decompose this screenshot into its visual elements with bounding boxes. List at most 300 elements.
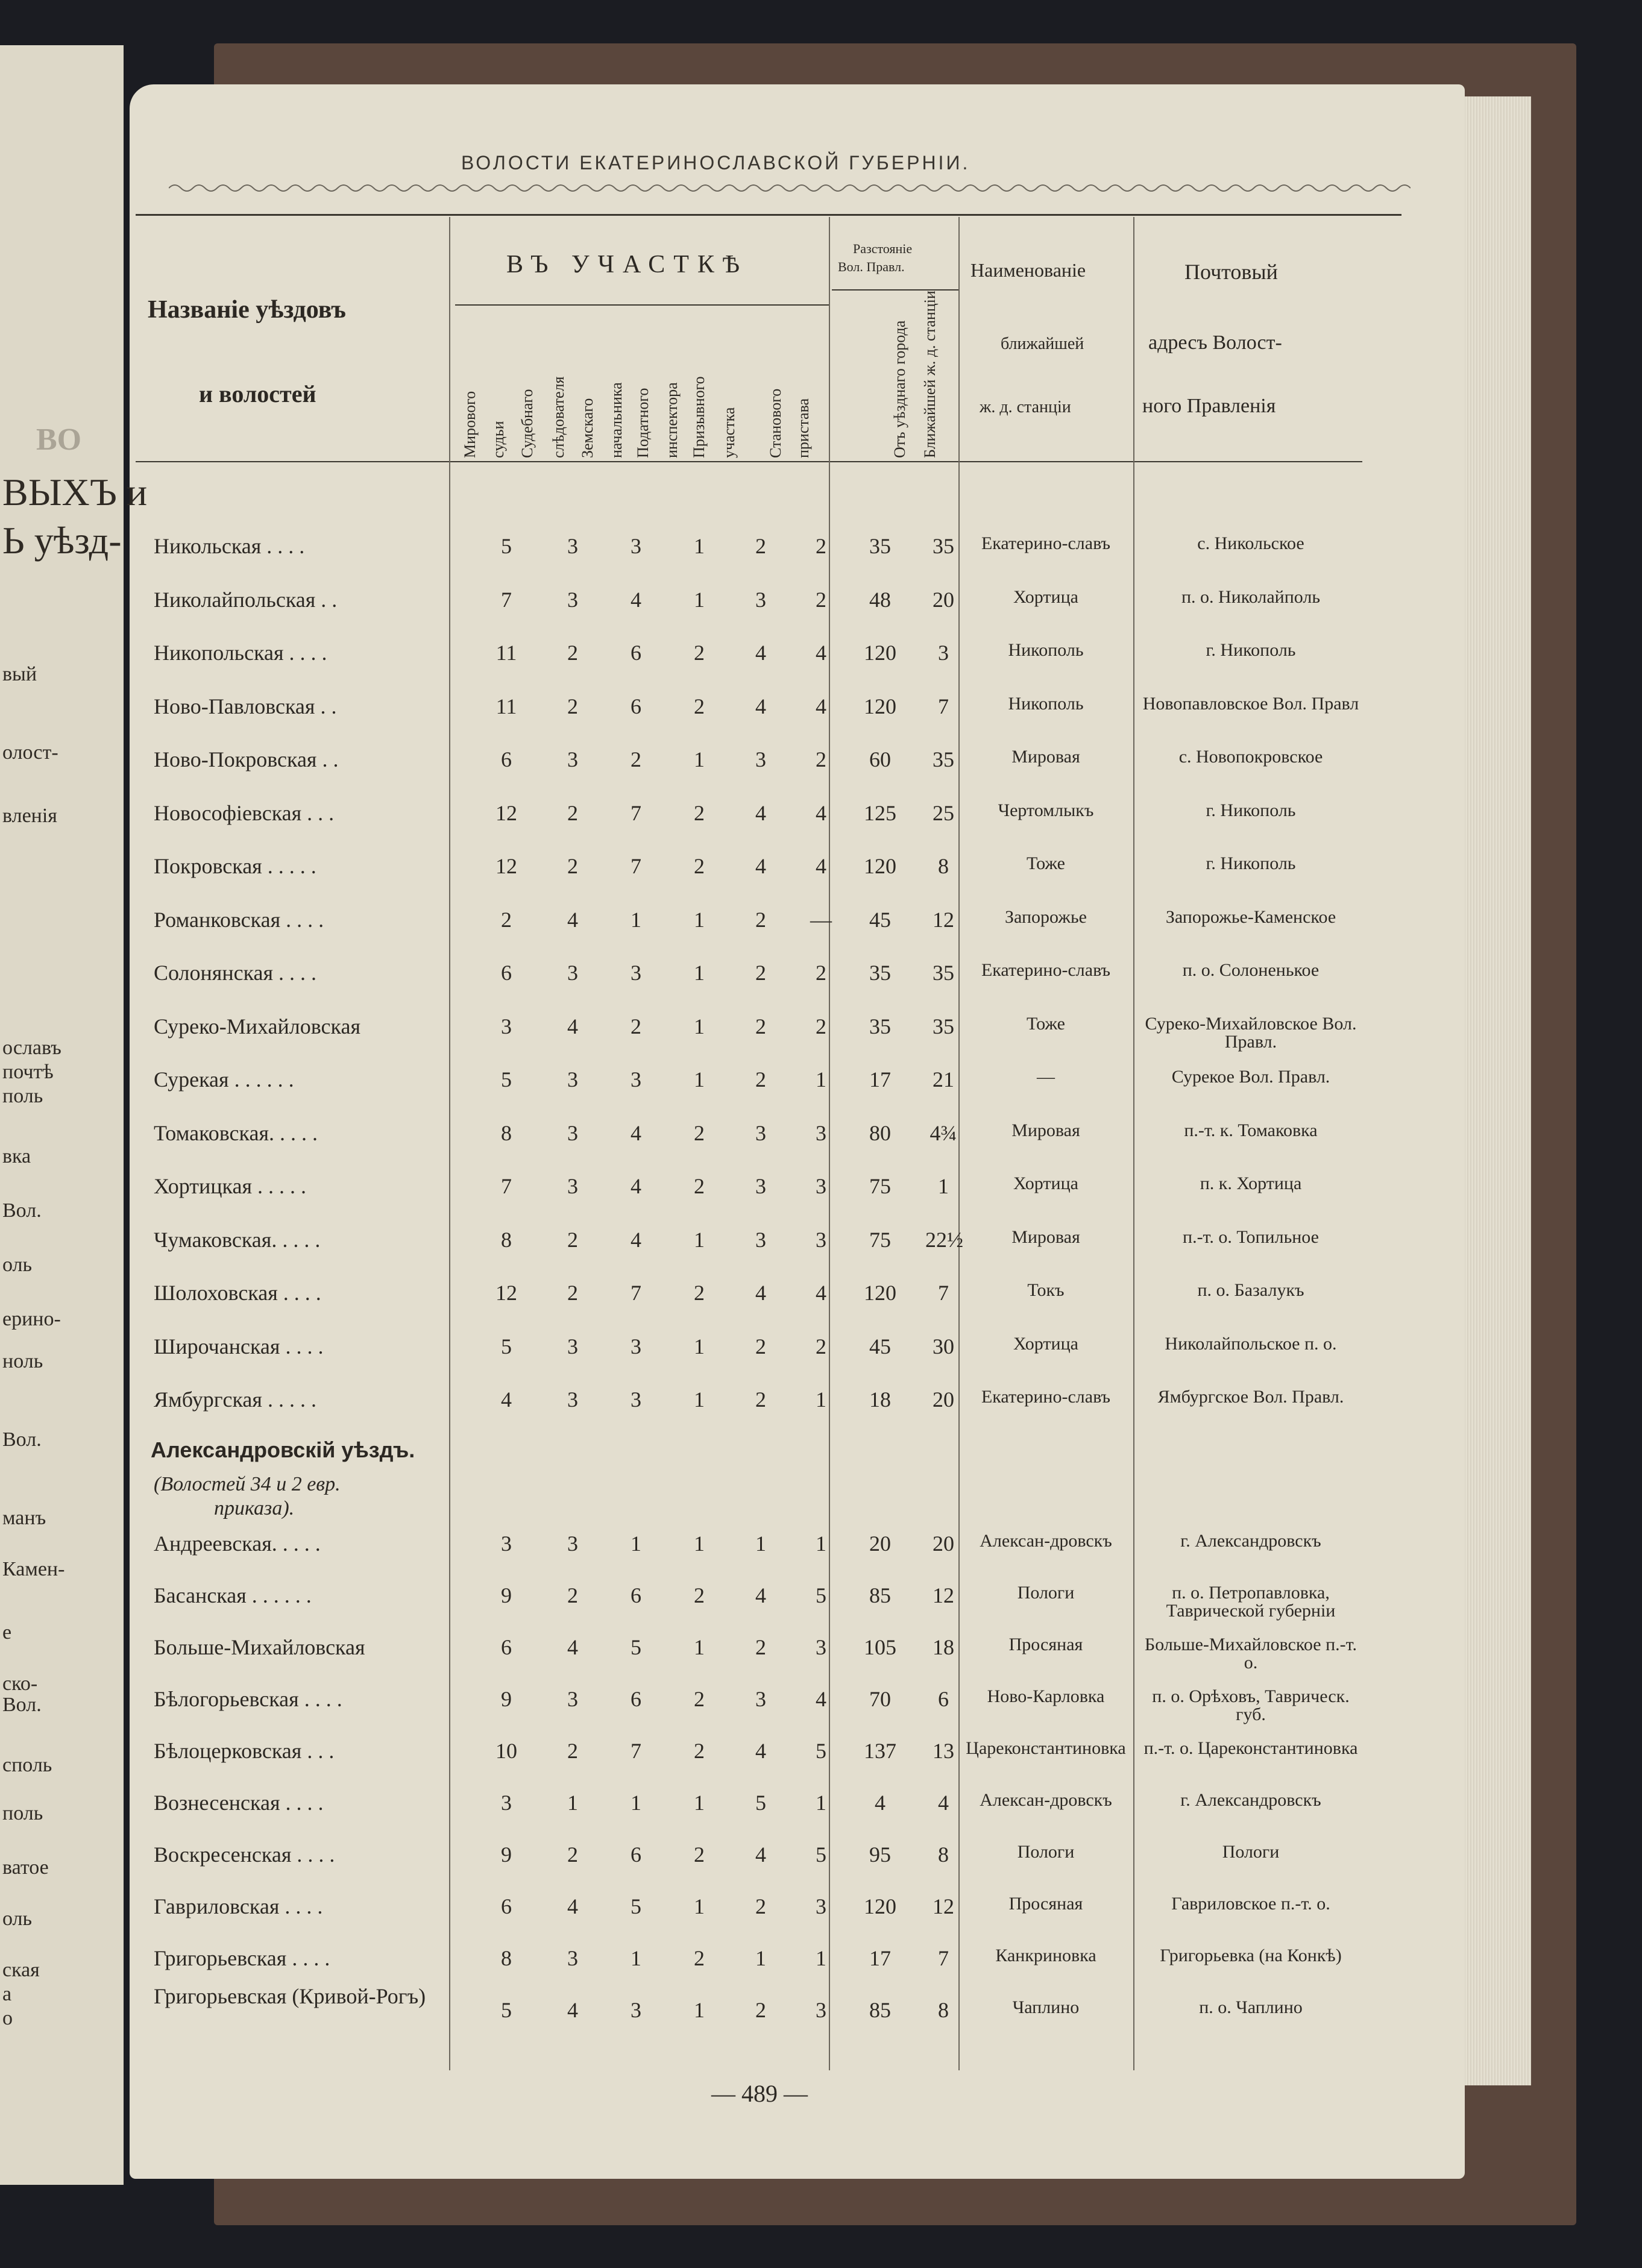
station-col-header-1: Наименованіе xyxy=(970,259,1086,281)
row-value: 4 xyxy=(631,1227,641,1252)
row-name: Романковская . . . . xyxy=(154,907,324,932)
row-value: 20 xyxy=(933,1387,954,1412)
vertical-column-header: судьи xyxy=(489,421,507,458)
row-value: 4 xyxy=(816,854,826,878)
row-value: 1 xyxy=(694,907,705,932)
row-address: Больше-Михайловское п.-т. о. xyxy=(1144,1635,1357,1673)
row-value: 1 xyxy=(631,1531,641,1556)
vertical-column-header: Призывного xyxy=(690,376,708,458)
row-value: 2 xyxy=(755,1998,766,2022)
row-station: Чертомлыкъ xyxy=(998,800,1094,820)
row-station: Цареконстантиновка xyxy=(966,1738,1126,1758)
row-name: Григорьевская (Кривой-Рогъ) xyxy=(154,1984,426,2008)
row-value: 1 xyxy=(694,961,705,985)
row-value: 1 xyxy=(631,1946,641,1970)
row-value: 1 xyxy=(694,1635,705,1659)
row-address: Гавриловское п.-т. о. xyxy=(1171,1894,1330,1914)
row-value: 35 xyxy=(933,534,954,558)
row-value: 3 xyxy=(567,961,578,985)
row-value: 8 xyxy=(938,1998,949,2022)
row-value: 12 xyxy=(495,1281,517,1305)
row-value: 45 xyxy=(869,907,891,932)
row-value: 12 xyxy=(495,854,517,878)
row-address: п. о. Солоненькое xyxy=(1182,960,1320,980)
row-name: Гавриловская . . . . xyxy=(154,1894,323,1918)
row-address: Николайпольское п. о. xyxy=(1165,1333,1337,1354)
row-value: 3 xyxy=(631,1334,641,1359)
row-value: 70 xyxy=(869,1687,891,1711)
left-page-fragment: Ь уѣзд- xyxy=(2,519,122,562)
row-value: 6 xyxy=(501,747,512,771)
row-value: 105 xyxy=(864,1635,896,1659)
row-value: 3 xyxy=(567,1067,578,1092)
row-value: 3 xyxy=(631,961,641,985)
row-address: Запорожье-Каменское xyxy=(1165,906,1336,927)
table-top-rule xyxy=(136,214,1401,216)
row-value: 7 xyxy=(631,854,641,878)
row-value: 48 xyxy=(869,587,891,612)
row-value: 3 xyxy=(501,1531,512,1556)
row-value: 3 xyxy=(755,587,766,612)
row-value: 2 xyxy=(567,854,578,878)
row-value: 1 xyxy=(755,1946,766,1970)
row-value: 25 xyxy=(933,800,954,825)
table-header-rule xyxy=(136,461,1362,462)
row-station: Пологи xyxy=(1017,1583,1075,1603)
row-name: Чумаковская. . . . . xyxy=(154,1227,321,1252)
row-value: 3 xyxy=(567,747,578,771)
row-value: 6 xyxy=(501,1894,512,1918)
row-value: 30 xyxy=(933,1334,954,1359)
row-value: 4 xyxy=(816,641,826,665)
row-value: 2 xyxy=(816,587,826,612)
row-value: 4 xyxy=(631,1120,641,1145)
row-station: Просяная xyxy=(1008,1635,1083,1654)
row-value: 9 xyxy=(501,1583,512,1607)
row-value: 2 xyxy=(816,961,826,985)
row-name: Широчанская . . . . xyxy=(154,1334,324,1359)
vertical-column-header: инспектора xyxy=(663,382,681,458)
page-number: — 489 — xyxy=(711,2080,808,2107)
row-name: Больше-Михайловская xyxy=(154,1635,365,1659)
group-uchastok: ВЪ УЧАСТКѢ xyxy=(506,251,749,278)
vertical-column-header: Ближайшей ж. д. станціи xyxy=(921,291,939,458)
left-page-fragment: почтѣ xyxy=(2,1061,54,1083)
vertical-column-header: Мирового xyxy=(461,391,479,458)
left-page-fragment: ноль xyxy=(2,1350,43,1372)
row-name: Басанская . . . . . . xyxy=(154,1583,312,1607)
row-value: 5 xyxy=(816,1842,826,1867)
row-value: 6 xyxy=(501,1635,512,1659)
row-value: 5 xyxy=(755,1791,766,1815)
row-value: 3 xyxy=(816,1894,826,1918)
row-address: п. о. Базалукъ xyxy=(1197,1280,1304,1300)
vertical-column-header: начальника xyxy=(608,382,625,458)
row-value: 3 xyxy=(755,1174,766,1198)
row-value: 3 xyxy=(567,1334,578,1359)
row-address: п.-т. о. Топильное xyxy=(1183,1227,1319,1247)
left-page-fragment: ВО xyxy=(36,423,82,457)
row-value: 3 xyxy=(501,1014,512,1038)
row-value: 2 xyxy=(755,1334,766,1359)
row-value: 2 xyxy=(567,1739,578,1763)
row-value: 2 xyxy=(694,800,705,825)
row-value: 2 xyxy=(816,1014,826,1038)
row-station: Екатерино-славъ xyxy=(981,533,1111,553)
row-value: 2 xyxy=(694,641,705,665)
row-value: 1 xyxy=(755,1531,766,1556)
row-value: 2 xyxy=(755,1387,766,1412)
row-name: Бѣлоцерковская . . . xyxy=(154,1739,335,1763)
row-name: Андреевская. . . . . xyxy=(154,1531,321,1556)
left-page-fragment: оль xyxy=(2,1254,33,1276)
row-value: 2 xyxy=(694,1842,705,1867)
row-value: 120 xyxy=(864,854,896,878)
section-subtitle-2: приказа). xyxy=(214,1497,295,1519)
row-value: 12 xyxy=(933,907,954,932)
row-station: Токъ xyxy=(1027,1280,1065,1300)
row-value: 120 xyxy=(864,641,896,665)
row-value: 35 xyxy=(933,961,954,985)
left-page-fragment: олост- xyxy=(2,741,58,764)
row-value: 2 xyxy=(567,800,578,825)
row-value: 4 xyxy=(875,1791,885,1815)
left-page-fragment: Вол. xyxy=(2,1199,42,1222)
row-value: 3 xyxy=(631,1067,641,1092)
row-value: 2 xyxy=(755,1635,766,1659)
row-value: 6 xyxy=(631,1687,641,1711)
row-value: 7 xyxy=(501,587,512,612)
row-value: 1 xyxy=(694,1998,705,2022)
row-name: Григорьевская . . . . xyxy=(154,1946,330,1970)
row-address: г. Александровскъ xyxy=(1180,1531,1321,1551)
row-value: 7 xyxy=(631,1281,641,1305)
row-value: 2 xyxy=(694,1174,705,1198)
row-value: 125 xyxy=(864,800,896,825)
row-value: 5 xyxy=(816,1583,826,1607)
vertical-column-header: Станового xyxy=(767,388,784,458)
row-value: 8 xyxy=(938,1842,949,1867)
row-value: 22½ xyxy=(925,1227,963,1252)
row-value: 12 xyxy=(933,1894,954,1918)
row-address: п. о. Чаплино xyxy=(1199,1997,1303,2017)
row-name: Вознесенская . . . . xyxy=(154,1791,324,1815)
row-address: г. Александровскъ xyxy=(1180,1790,1321,1810)
wave-ornament xyxy=(169,181,1411,195)
row-address: Суреко-Михайловское Вол. Правл. xyxy=(1145,1013,1357,1052)
row-address: п.-т. о. Цареконстантиновка xyxy=(1143,1738,1358,1758)
row-value: 11 xyxy=(495,641,517,665)
row-value: 35 xyxy=(869,534,891,558)
row-value: 20 xyxy=(933,1531,954,1556)
row-value: 6 xyxy=(501,961,512,985)
row-value: 3 xyxy=(567,1687,578,1711)
row-value: 1 xyxy=(816,1387,826,1412)
row-value: 7 xyxy=(938,1281,949,1305)
row-value: 4 xyxy=(567,1998,578,2022)
row-value: 2 xyxy=(755,1014,766,1038)
row-value: 6 xyxy=(631,641,641,665)
row-value: 2 xyxy=(755,907,766,932)
row-value: 137 xyxy=(864,1739,896,1763)
row-value: 6 xyxy=(631,1583,641,1607)
row-value: 12 xyxy=(933,1583,954,1607)
row-value: 2 xyxy=(501,907,512,932)
row-value: 1 xyxy=(567,1791,578,1815)
row-value: 2 xyxy=(816,747,826,771)
vertical-column-header: Земскаго xyxy=(579,398,596,458)
row-value: 3 xyxy=(631,534,641,558)
row-address: п.-т. к. Томаковка xyxy=(1184,1120,1318,1140)
row-value: 7 xyxy=(938,1946,949,1970)
row-name: Сурекая . . . . . . xyxy=(154,1067,294,1092)
row-value: 4 xyxy=(755,641,766,665)
row-value: 4 xyxy=(567,1635,578,1659)
left-page-fragment: о xyxy=(2,2007,13,2029)
row-value: 3 xyxy=(567,1120,578,1145)
row-value: 7 xyxy=(631,1739,641,1763)
row-name: Ново-Павловская . . xyxy=(154,694,337,718)
row-value: 4 xyxy=(816,800,826,825)
row-value: 8 xyxy=(938,854,949,878)
row-value: 1 xyxy=(631,907,641,932)
row-value: 4 xyxy=(755,694,766,718)
row-address: с. Никольское xyxy=(1197,533,1304,553)
row-name: Томаковская. . . . . xyxy=(154,1120,318,1145)
row-value: 8 xyxy=(501,1227,512,1252)
row-address: п. о. Орѣховъ, Таврическ. губ. xyxy=(1152,1686,1350,1724)
row-value: 1 xyxy=(816,1531,826,1556)
left-page-fragment: поль xyxy=(2,1085,43,1107)
row-station: Мировая xyxy=(1011,1120,1080,1140)
row-value: 2 xyxy=(694,1739,705,1763)
row-name: Суреко-Михайловская xyxy=(154,1014,361,1038)
running-title: ВОЛОСТИ ЕКАТЕРИНОСЛАВСКОЙ ГУБЕРНІИ. xyxy=(461,152,970,174)
group-rule xyxy=(832,289,958,291)
row-address: п. о. Петропавловка, Таврической губерніи xyxy=(1166,1583,1336,1621)
row-value: 3 xyxy=(631,1998,641,2022)
row-value: 5 xyxy=(631,1635,641,1659)
row-value: 85 xyxy=(869,1583,891,1607)
row-value: 85 xyxy=(869,1998,891,2022)
row-name: Бѣлогорьевская . . . . xyxy=(154,1687,342,1711)
row-station: Ново-Карловка xyxy=(987,1686,1105,1706)
row-value: 2 xyxy=(755,534,766,558)
row-value: 1 xyxy=(694,1387,705,1412)
section-subtitle-1: (Волостей 34 и 2 евр. xyxy=(154,1473,341,1495)
left-page-fragment: Камен- xyxy=(2,1558,65,1580)
row-value: 3 xyxy=(755,1687,766,1711)
row-value: 120 xyxy=(864,694,896,718)
row-value: 7 xyxy=(631,800,641,825)
row-value: 3 xyxy=(816,1120,826,1145)
row-value: 1 xyxy=(694,1334,705,1359)
row-value: 3 xyxy=(816,1174,826,1198)
row-value: 2 xyxy=(631,747,641,771)
row-name: Новософіевская . . . xyxy=(154,800,335,825)
address-col-header-1: Почтовый xyxy=(1184,260,1278,284)
row-value: 4 xyxy=(755,1281,766,1305)
row-value: 1 xyxy=(694,1791,705,1815)
row-station: — xyxy=(1037,1067,1055,1087)
row-value: 4 xyxy=(816,1687,826,1711)
left-page-fragment: споль xyxy=(2,1754,52,1776)
vertical-column-header: пристава xyxy=(794,398,812,458)
row-value: 1 xyxy=(694,1227,705,1252)
left-page-fragment: ская xyxy=(2,1959,40,1981)
left-page-fragment: ВЫХЪ и xyxy=(2,471,148,514)
station-col-header-3: ж. д. станціи xyxy=(980,398,1071,416)
row-name: Солонянская . . . . xyxy=(154,961,317,985)
row-value: 20 xyxy=(933,587,954,612)
row-value: 12 xyxy=(495,800,517,825)
row-name: Шолоховская . . . . xyxy=(154,1281,321,1305)
left-page-fragment: Вол. xyxy=(2,1694,42,1716)
row-address: Новопавловское Вол. Правл xyxy=(1142,693,1359,714)
left-page-fragment: ославъ xyxy=(2,1037,61,1059)
row-value: 7 xyxy=(501,1174,512,1198)
row-value: 5 xyxy=(501,1998,512,2022)
left-page-fragment: ско- xyxy=(2,1673,38,1695)
row-value: 4 xyxy=(631,587,641,612)
row-value: 3 xyxy=(567,1946,578,1970)
row-name: Ново-Покровская . . xyxy=(154,747,339,771)
row-value: 3 xyxy=(755,1120,766,1145)
row-value: 6 xyxy=(631,694,641,718)
row-station: Мировая xyxy=(1011,747,1080,767)
row-value: 9 xyxy=(501,1842,512,1867)
row-value: 3 xyxy=(567,534,578,558)
row-value: 4 xyxy=(816,694,826,718)
row-value: 1 xyxy=(694,1531,705,1556)
row-value: 3 xyxy=(567,587,578,612)
row-value: 2 xyxy=(694,694,705,718)
row-address: Сурекое Вол. Правл. xyxy=(1171,1067,1330,1087)
name-col-header-1: Названіе уѣздовъ xyxy=(148,296,346,324)
row-value: 10 xyxy=(495,1739,517,1763)
row-value: 11 xyxy=(495,694,517,718)
row-address: п. о. Николайполь xyxy=(1181,586,1321,607)
row-address: Пологи xyxy=(1222,1842,1280,1862)
vertical-column-header: Отъ уѣзднаго города xyxy=(891,320,908,458)
row-station: Никополь xyxy=(1008,693,1084,714)
row-name: Николайпольская . . xyxy=(154,587,338,612)
row-name: Воскресенская . . . . xyxy=(154,1842,335,1867)
row-value: 5 xyxy=(501,534,512,558)
row-value: 9 xyxy=(501,1687,512,1711)
row-value: 2 xyxy=(694,1687,705,1711)
left-page-fragment: ватое xyxy=(2,1856,49,1879)
row-value: 1 xyxy=(694,587,705,612)
row-value: 4 xyxy=(816,1281,826,1305)
row-value: 8 xyxy=(501,1120,512,1145)
left-page-fragment: вый xyxy=(2,663,37,685)
row-station: Канкриновка xyxy=(995,1946,1096,1965)
row-value: 4¾ xyxy=(930,1120,957,1145)
row-value: 35 xyxy=(869,1014,891,1038)
row-value: 3 xyxy=(816,1998,826,2022)
row-value: 4 xyxy=(755,800,766,825)
row-value: 4 xyxy=(567,907,578,932)
row-value: 2 xyxy=(816,534,826,558)
row-value: 3 xyxy=(755,747,766,771)
row-value: 2 xyxy=(755,961,766,985)
row-value: 2 xyxy=(694,1281,705,1305)
row-value: 4 xyxy=(755,854,766,878)
row-value: 3 xyxy=(631,1387,641,1412)
row-value: 75 xyxy=(869,1174,891,1198)
row-value: 1 xyxy=(694,747,705,771)
column-rule xyxy=(449,217,450,2070)
station-col-header-2: ближайшей xyxy=(1001,335,1084,353)
row-value: 1 xyxy=(816,1946,826,1970)
row-value: 5 xyxy=(501,1334,512,1359)
row-value: 4 xyxy=(755,1739,766,1763)
section-title: Александровскій уѣздъ. xyxy=(151,1437,415,1462)
row-station: Алексан-дровскъ xyxy=(980,1790,1112,1810)
row-value: 6 xyxy=(938,1687,949,1711)
left-page-fragment: ерино- xyxy=(2,1308,61,1330)
row-station: Хортица xyxy=(1013,1173,1078,1193)
row-value: 20 xyxy=(869,1531,891,1556)
group-distance-2: Вол. Правл. xyxy=(838,259,905,274)
address-col-header-2: адресъ Волост- xyxy=(1148,331,1282,354)
row-value: 3 xyxy=(816,1227,826,1252)
row-station: Пологи xyxy=(1017,1842,1075,1862)
row-value: 2 xyxy=(694,1583,705,1607)
row-value: 35 xyxy=(869,961,891,985)
row-name: Хортицкая . . . . . xyxy=(154,1174,307,1198)
row-station: Алексан-дровскъ xyxy=(980,1531,1112,1551)
row-station: Хортица xyxy=(1013,586,1078,607)
row-value: 35 xyxy=(933,747,954,771)
group-distance-1: Разстояніе xyxy=(853,241,913,256)
left-page-fragment: а xyxy=(2,1983,12,2005)
row-value: 3 xyxy=(501,1791,512,1815)
row-value: 2 xyxy=(694,1946,705,1970)
row-value: 95 xyxy=(869,1842,891,1867)
row-name: Никольская . . . . xyxy=(154,534,305,558)
row-station: Екатерино-славъ xyxy=(981,960,1111,980)
row-station: Чаплино xyxy=(1012,1997,1080,2017)
row-value: 4 xyxy=(631,1174,641,1198)
row-value: 21 xyxy=(933,1067,954,1092)
row-station: Екатерино-славъ xyxy=(981,1387,1111,1407)
row-name: Покровская . . . . . xyxy=(154,854,316,878)
row-value: 120 xyxy=(864,1894,896,1918)
row-address: г. Никополь xyxy=(1206,640,1296,660)
row-value: 18 xyxy=(869,1387,891,1412)
row-address: с. Новопокровское xyxy=(1178,747,1323,767)
row-station: Никополь xyxy=(1008,640,1084,660)
row-station: Тоже xyxy=(1027,1013,1065,1034)
row-value: 4 xyxy=(755,1583,766,1607)
row-value: 80 xyxy=(869,1120,891,1145)
left-page-fragment: оль xyxy=(2,1908,33,1930)
row-value: 120 xyxy=(864,1281,896,1305)
vertical-column-header: участка xyxy=(720,407,738,458)
row-value: 1 xyxy=(938,1174,949,1198)
row-value: 2 xyxy=(631,1014,641,1038)
row-value: 2 xyxy=(567,1281,578,1305)
row-value: 1 xyxy=(694,534,705,558)
row-address: Григорьевка (на Конкѣ) xyxy=(1160,1946,1342,1965)
row-value: 2 xyxy=(567,641,578,665)
name-col-header-2: и волостей xyxy=(199,380,316,407)
row-station: Запорожье xyxy=(1005,906,1087,927)
page-edges xyxy=(1465,96,1531,2085)
left-page-fragment: Вол. xyxy=(2,1428,42,1451)
